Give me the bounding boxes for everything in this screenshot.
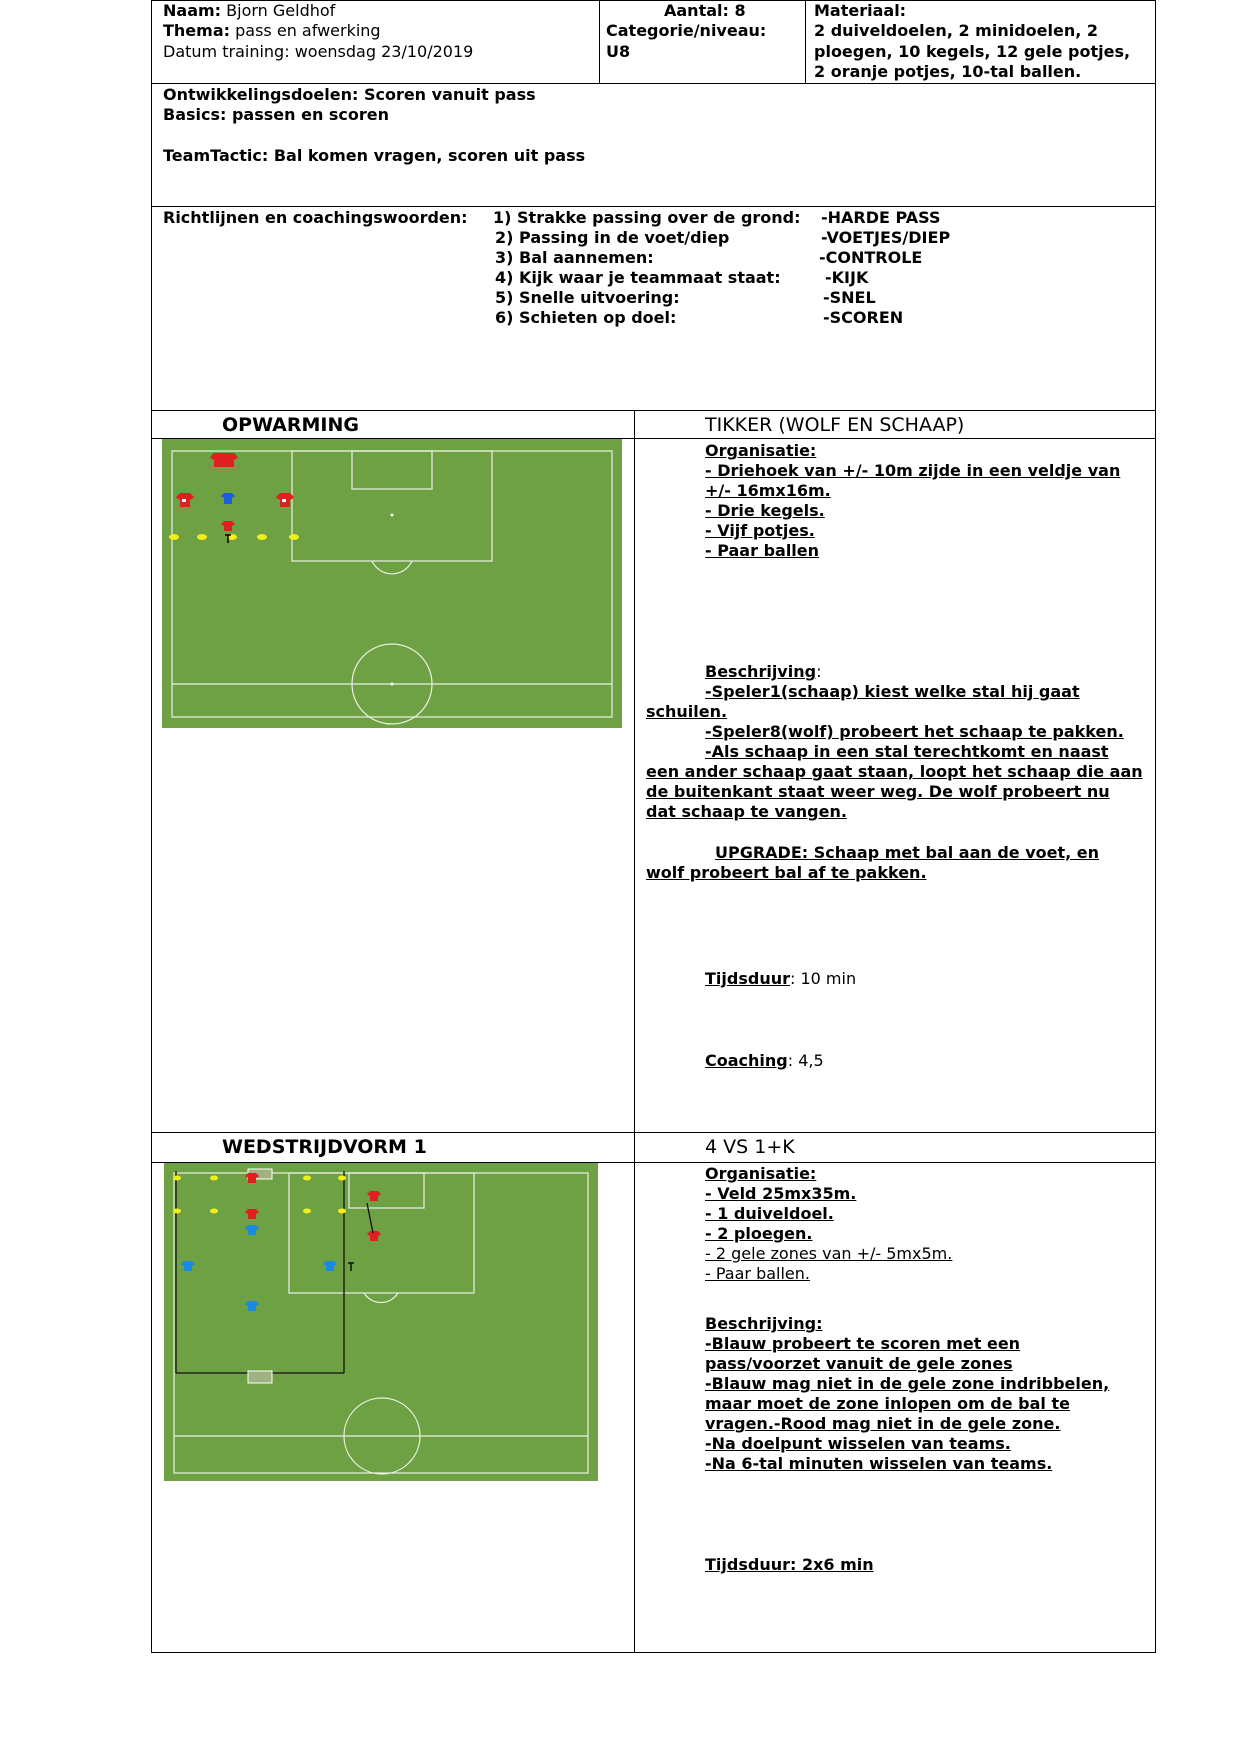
richtlijn-word: -KIJK bbox=[825, 268, 869, 287]
opwarming-organisatie-item: - Drie kegels. bbox=[705, 501, 825, 520]
opwarming-organisatie-item: - Driehoek van +/- 10m zijde in een veldje van bbox=[705, 461, 1121, 480]
richtlijn-word: -SCOREN bbox=[823, 308, 904, 327]
wedstrijdvorm-organisatie-item: - 2 gele zones van +/- 5mx5m. bbox=[705, 1244, 953, 1263]
divider bbox=[151, 1132, 1156, 1133]
wedstrijdvorm-beschrijving-line: -Na doelpunt wisselen van teams. bbox=[705, 1434, 1011, 1453]
wedstrijdvorm-name: 4 VS 1+K bbox=[705, 1136, 795, 1158]
categorie-value: U8 bbox=[606, 42, 631, 61]
wedstrijdvorm-organisatie-item: - 2 ploegen. bbox=[705, 1224, 813, 1243]
wedstrijdvorm-tijdsduur: Tijdsduur: 2x6 min bbox=[705, 1555, 874, 1574]
opwarming-organisatie-item: - Paar ballen bbox=[705, 541, 820, 560]
ontwikkelingsdoelen: Ontwikkelingsdoelen: Scoren vanuit pass bbox=[163, 85, 536, 104]
coaching-label: Coaching bbox=[705, 1051, 788, 1070]
divider bbox=[805, 0, 806, 83]
richtlijn-text: 2) Passing in de voet/diep bbox=[495, 228, 730, 247]
naam-label: Naam: bbox=[163, 1, 222, 20]
wedstrijdvorm-beschrijving-line: pass/voorzet vanuit de gele zones bbox=[705, 1354, 1013, 1373]
divider bbox=[151, 206, 1156, 207]
categorie-label: Categorie/niveau: bbox=[606, 21, 767, 40]
opwarming-beschrijving-line: -Als schaap in een stal terechtkomt en naast bbox=[705, 742, 1109, 761]
wedstrijdvorm-organisatie-item: - 1 duiveldoel. bbox=[705, 1204, 834, 1223]
richtlijn-text: 3) Bal aannemen: bbox=[495, 248, 654, 267]
opwarming-beschrijving-line: -Speler1(schaap) kiest welke stal hij gaat bbox=[705, 682, 1080, 701]
opwarming-organisatie-item: - Vijf potjes. bbox=[705, 521, 815, 540]
opwarming-organisatie-label: Organisatie: bbox=[705, 441, 817, 460]
richtlijn-text: 1) Strakke passing over de grond: bbox=[493, 208, 801, 227]
datum-row bbox=[163, 42, 473, 62]
materiaal-line: 2 oranje potjes, 10-tal ballen. bbox=[814, 62, 1082, 81]
wedstrijdvorm-organisatie-item: - Veld 25mx35m. bbox=[705, 1184, 857, 1203]
datum-label: Datum training: bbox=[163, 42, 290, 61]
tijdsduur-label: Tijdsduur bbox=[705, 969, 790, 988]
wedstrijdvorm-organisatie-label: Organisatie: bbox=[705, 1164, 817, 1183]
richtlijn-word: -CONTROLE bbox=[819, 248, 923, 267]
colon: : bbox=[816, 662, 822, 681]
materiaal-line: ploegen, 10 kegels, 12 gele potjes, bbox=[814, 42, 1131, 61]
wedstrijdvorm-beschrijving-line: -Blauw mag niet in de gele zone indribbelen, bbox=[705, 1374, 1110, 1393]
thema-label: Thema: bbox=[163, 21, 231, 40]
opwarming-tijdsduur bbox=[705, 969, 856, 989]
thema-value: pass en afwerking bbox=[235, 21, 381, 40]
opwarming-beschrijving-line: een ander schaap gaat staan, loopt het schaap die aan bbox=[646, 762, 1143, 781]
coaching-value: : 4,5 bbox=[787, 1051, 824, 1070]
richtlijnen-label: Richtlijnen en coachingswoorden: bbox=[163, 208, 468, 227]
wedstrijdvorm-beschrijving-line: maar moet de zone inlopen om de bal te bbox=[705, 1394, 1070, 1413]
wedstrijdvorm-beschrijving-line: -Na 6-tal minuten wisselen van teams. bbox=[705, 1454, 1053, 1473]
opwarming-beschrijving-heading bbox=[705, 662, 821, 682]
wedstrijdvorm-beschrijving-label: Beschrijving: bbox=[705, 1314, 823, 1333]
richtlijn-word: -VOETJES/DIEP bbox=[821, 228, 951, 247]
materiaal-line: 2 duiveldoelen, 2 minidoelen, 2 bbox=[814, 21, 1099, 40]
richtlijn-text: 5) Snelle uitvoering: bbox=[495, 288, 680, 307]
naam-row bbox=[163, 1, 335, 21]
richtlijn-text: 6) Schieten op doel: bbox=[495, 308, 677, 327]
tijdsduur-value: : 10 min bbox=[789, 969, 857, 988]
basics: Basics: passen en scoren bbox=[163, 105, 390, 124]
richtlijn-text: 4) Kijk waar je teammaat staat: bbox=[495, 268, 781, 287]
wedstrijdvorm-diagram bbox=[164, 1163, 598, 1481]
datum-value: woensdag 23/10/2019 bbox=[294, 42, 474, 61]
opwarming-upgrade-line: UPGRADE: Schaap met bal aan de voet, en bbox=[715, 843, 1100, 862]
opwarming-diagram bbox=[162, 439, 622, 728]
opwarming-upgrade-line: wolf probeert bal af te pakken. bbox=[646, 863, 927, 882]
opwarming-name: TIKKER (WOLF EN SCHAAP) bbox=[705, 414, 965, 436]
opwarming-beschrijving-line: dat schaap te vangen. bbox=[646, 802, 847, 821]
divider bbox=[634, 410, 635, 1653]
thema-row bbox=[163, 21, 381, 41]
teamtactic: TeamTactic: Bal komen vragen, scoren uit pass bbox=[163, 146, 586, 165]
wedstrijdvorm-beschrijving-line: vragen.-Rood mag niet in de gele zone. bbox=[705, 1414, 1061, 1433]
richtlijn-word: -SNEL bbox=[823, 288, 876, 307]
materiaal-label: Materiaal: bbox=[814, 1, 907, 20]
opwarming-coaching bbox=[705, 1051, 824, 1071]
opwarming-organisatie-item: +/- 16mx16m. bbox=[705, 481, 831, 500]
divider bbox=[151, 410, 1156, 411]
divider bbox=[599, 0, 600, 83]
divider bbox=[151, 83, 1156, 84]
wedstrijdvorm-title: WEDSTRIJDVORM 1 bbox=[222, 1136, 427, 1158]
richtlijn-word: -HARDE PASS bbox=[821, 208, 941, 227]
opwarming-beschrijving-line: de buitenkant staat weer weg. De wolf probeert nu bbox=[646, 782, 1110, 801]
naam-value: Bjorn Geldhof bbox=[226, 1, 336, 20]
wedstrijdvorm-beschrijving-line: -Blauw probeert te scoren met een bbox=[705, 1334, 1021, 1353]
wedstrijdvorm-organisatie-item: - Paar ballen. bbox=[705, 1264, 810, 1283]
opwarming-beschrijving-label: Beschrijving bbox=[705, 662, 817, 681]
aantal: Aantal: 8 bbox=[664, 1, 746, 20]
opwarming-title: OPWARMING bbox=[222, 414, 359, 436]
opwarming-beschrijving-line: schuilen. bbox=[646, 702, 728, 721]
opwarming-beschrijving-line: -Speler8(wolf) probeert het schaap te pakken. bbox=[705, 722, 1124, 741]
